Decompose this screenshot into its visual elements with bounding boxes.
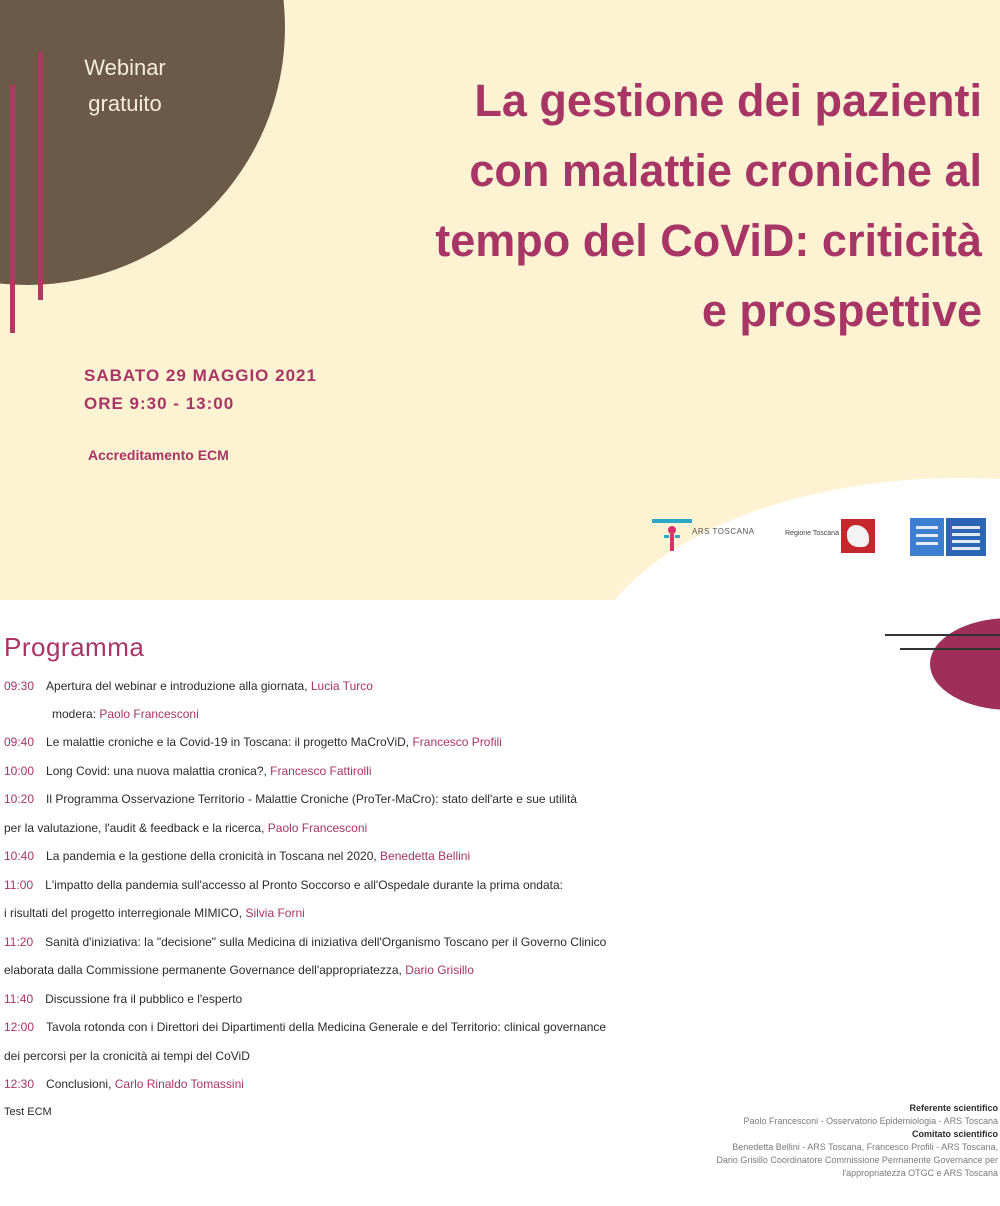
- program-row: [4, 763, 372, 779]
- program-row: [4, 734, 502, 750]
- decorative-line: [10, 85, 15, 333]
- event-title-line: La gestione dei pazienti: [474, 75, 982, 126]
- program-text: Conclusioni,: [46, 1077, 115, 1091]
- program-text: Apertura del webinar e introduzione alla giornata,: [46, 679, 311, 693]
- regione-toscana-logo: [785, 517, 877, 557]
- program-row: [52, 706, 199, 722]
- program-time: 11:00: [4, 878, 34, 892]
- program-text: dei percorsi per la cronicità ai tempi del CoViD: [4, 1049, 250, 1063]
- program-text: Le malattie croniche e la Covid-19 in Toscana: il progetto MaCroViD,: [46, 735, 413, 749]
- ars-toscana-logo: [652, 513, 762, 553]
- decorative-line: [900, 648, 1000, 650]
- program-time: 12:30: [4, 1077, 35, 1091]
- program-row: [4, 934, 606, 950]
- event-title-line: tempo del CoViD: criticità: [435, 215, 982, 266]
- accreditation-label: Accreditamento ECM: [88, 447, 229, 463]
- program-text: Long Covid: una nuova malattia cronica?,: [46, 764, 271, 778]
- event-time: ORE 9:30 - 13:00: [84, 394, 235, 413]
- program-row: [4, 791, 577, 807]
- program-row: [4, 962, 474, 978]
- program-text: modera:: [52, 707, 100, 721]
- program-row: [4, 678, 373, 694]
- sis-emblem-icon: [910, 518, 944, 556]
- event-date: SABATO 29 MAGGIO 2021: [84, 366, 317, 385]
- program-text: Tavola rotonda con i Direttori dei Dipartimenti della Medicina Generale e del Territorio: clinical governance: [46, 1020, 607, 1034]
- program-time: 10:00: [4, 764, 35, 778]
- header-banner: [0, 0, 1000, 600]
- webinar-label-line: gratuito: [88, 91, 162, 116]
- program-speaker: Paolo Francesconi: [99, 707, 199, 721]
- comitato-text: Dario Grisillo Coordinatore Commissione Permanente Governance per: [716, 1155, 998, 1165]
- event-title: [262, 66, 982, 346]
- comitato-text: l'appropriatezza OTGC e ARS Toscana: [842, 1168, 998, 1178]
- event-title-line: e prospettive: [701, 285, 982, 336]
- webinar-label-line: Webinar: [84, 55, 166, 80]
- program-time: 09:30: [4, 679, 35, 693]
- sis-logo: [910, 518, 986, 556]
- webinar-label: [60, 50, 190, 122]
- program-text: Il Programma Osservazione Territorio - Malattie Croniche (ProTer-MaCro): stato dell'arte e sue utilità: [46, 792, 577, 806]
- program-time: 11:20: [4, 935, 34, 949]
- program-row: [4, 905, 305, 921]
- program-row: [4, 848, 470, 864]
- program-row: [4, 1076, 244, 1092]
- program-text: La pandemia e la gestione della cronicità in Toscana nel 2020,: [46, 849, 381, 863]
- program-text: per la valutazione, l'audit & feedback e la ricerca,: [4, 821, 268, 835]
- decorative-line: [885, 634, 1000, 636]
- program-speaker: Benedetta Bellini: [380, 849, 471, 863]
- program-text: L'impatto della pandemia sull'accesso al Pronto Soccorso e all'Ospedale durante la prima ondata:: [45, 878, 563, 892]
- referente-text: Paolo Francesconi - Osservatorio Epidemiologia - ARS Toscana: [743, 1116, 998, 1126]
- program-heading: Programma: [4, 632, 145, 662]
- program-text: Discussione fra il pubblico e l'esperto: [45, 992, 243, 1006]
- program-speaker: Francesco Profili: [412, 735, 502, 749]
- decorative-circle: [930, 618, 1000, 710]
- comitato-text: Benedetta Bellini - ARS Toscana, Francesco Profili - ARS Toscana,: [732, 1142, 998, 1152]
- event-title-line: con malattie croniche al: [469, 145, 982, 196]
- program-time: 10:20: [4, 792, 35, 806]
- program-time: 10:40: [4, 849, 35, 863]
- scientific-credits: [578, 1102, 998, 1180]
- program-time: 09:40: [4, 735, 35, 749]
- regione-logo-text: Regione Toscana: [785, 530, 839, 537]
- program-row: [4, 820, 367, 836]
- program-speaker: Silvia Forni: [245, 906, 305, 920]
- program-speaker: Lucia Turco: [310, 679, 373, 693]
- pegasus-flag-icon: [841, 519, 875, 553]
- comitato-heading: Comitato scientifico: [911, 1129, 998, 1139]
- sis-wordmark-icon: [946, 518, 986, 556]
- program-time: 12:00: [4, 1020, 35, 1034]
- program-row: [4, 991, 242, 1007]
- program-row: [4, 1048, 250, 1064]
- ars-logo-text: ARS TOSCANA: [692, 527, 755, 536]
- program-row: [4, 877, 563, 893]
- program-row: [4, 1019, 606, 1035]
- program-speaker: Paolo Francesconi: [267, 821, 368, 835]
- program-speaker: Francesco Fattirolli: [270, 764, 372, 778]
- referente-heading: Referente scientifico: [909, 1103, 998, 1113]
- program-speaker: Carlo Rinaldo Tomassini: [114, 1077, 244, 1091]
- ars-figure-icon: [652, 513, 692, 553]
- program-speaker: Dario Grisillo: [405, 963, 474, 977]
- program-time: 11:40: [4, 992, 34, 1006]
- test-ecm-label: Test ECM: [4, 1106, 52, 1118]
- decorative-line: [38, 52, 43, 300]
- program-text: i risultati del progetto interregionale MIMICO,: [4, 906, 246, 920]
- program-text: elaborata dalla Commissione permanente Governance dell'appropriatezza,: [4, 963, 406, 977]
- program-text: Sanità d'iniziativa: la "decisione" sulla Medicina di iniziativa dell'Organismo Toscano per il Governo Clinico: [45, 935, 607, 949]
